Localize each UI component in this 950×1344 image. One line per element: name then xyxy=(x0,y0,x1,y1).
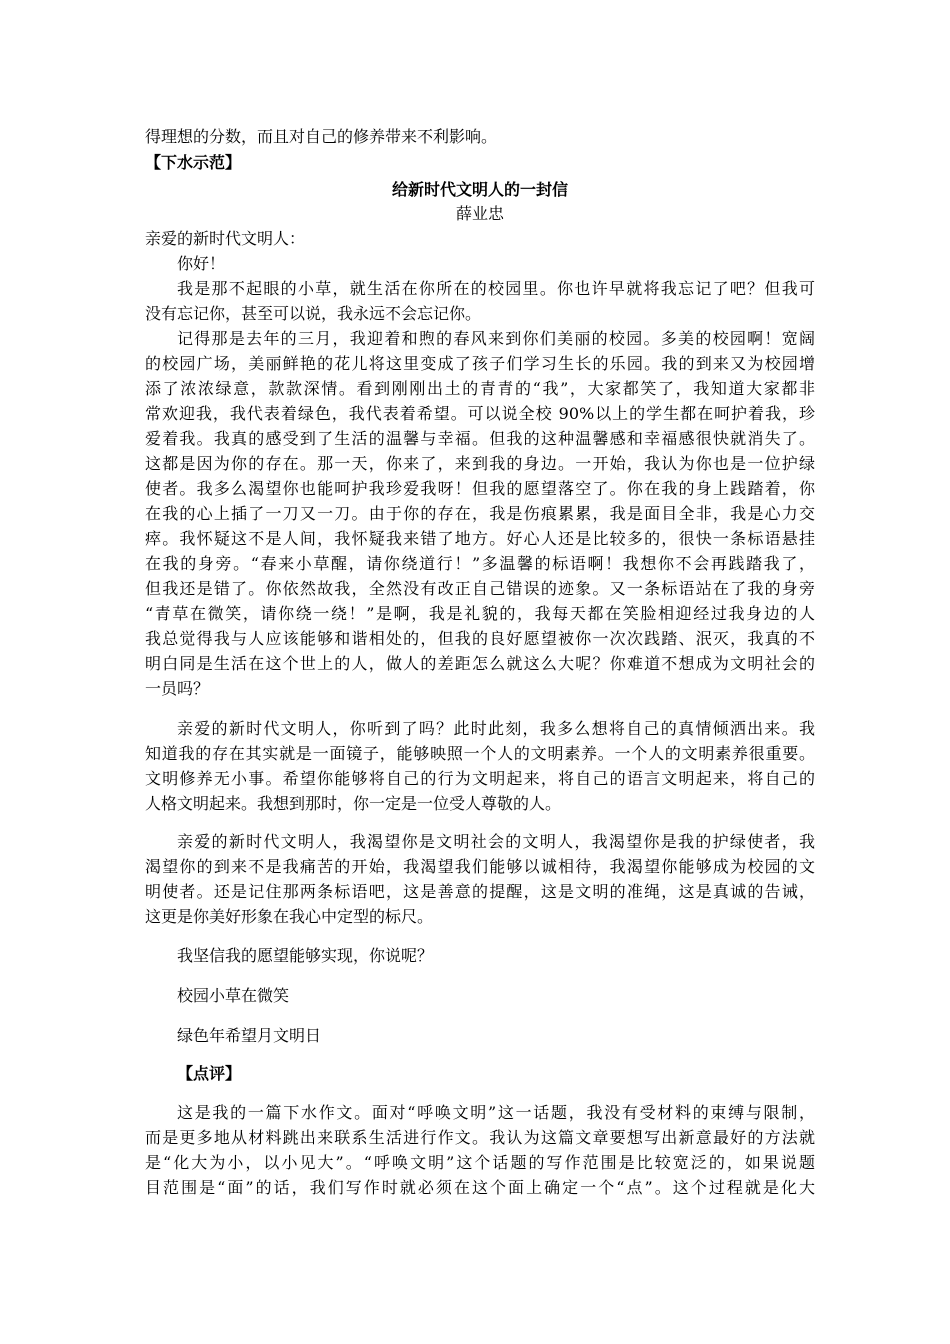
paragraph-line: 使者。我多么渴望你也能呵护我珍爱我呀！但我的愿望落空了。你在我的身上践踏着，你 xyxy=(145,479,815,498)
paragraph-line: 在我的心上插了一刀又一刀。由于你的存在，我是伤痕累累，我是面目全非，我是心力交 xyxy=(145,504,815,523)
paragraph-line: 是“化大为小，以小见大”。“呼唤文明”这个话题的写作范围是比较宽泛的，如果说题 xyxy=(145,1153,815,1172)
paragraph-line: 亲爱的新时代文明人，我渴望你是文明社会的文明人，我渴望你是我的护绿使者，我 xyxy=(177,832,815,851)
paragraph-line: 人格文明起来。我想到那时，你一定是一位受人尊敬的人。 xyxy=(145,794,562,813)
salutation: 亲爱的新时代文明人： xyxy=(145,229,306,248)
paragraph-line: 这是我的一篇下水作文。面对“呼唤文明”这一话题，我没有受材料的束缚与限制， xyxy=(177,1103,815,1122)
paragraph-line: 亲爱的新时代文明人，你听到了吗？此时此刻，我多么想将自己的真情倾洒出来。我 xyxy=(177,719,815,738)
lead-line: 得理想的分数，而且对自己的修养带来不利影响。 xyxy=(145,127,498,146)
paragraph-line: 一员吗？ xyxy=(145,679,210,698)
paragraph-line: 爱着我。我真的感受到了生活的温馨与幸福。但我的这种温馨感和幸福感很快就消失了。 xyxy=(145,429,815,448)
paragraph-line: 知道我的存在其实就是一面镜子，能够映照一个人的文明素养。一个人的文明素养很重要。 xyxy=(145,744,815,763)
paragraph-line: 没有忘记你，甚至可以说，我永远不会忘记你。 xyxy=(145,304,482,323)
paragraph-line: 而是更多地从材料跳出来联系生活进行作文。我认为这篇文章要想写出新意最好的方法就 xyxy=(145,1128,815,1147)
paragraph-line: “青草在微笑，请你绕一绕！”是啊，我是礼貌的，我每天都在笑脸相迎经过我身边的人 xyxy=(145,604,815,623)
letter-author: 薛业忠 xyxy=(455,204,504,223)
paragraph-line: 在我的身旁。“春来小草醒，请你绕道行！”多温馨的标语啊！我想你不会再践踏我了， xyxy=(145,554,815,573)
signature: 校园小草在微笑 xyxy=(177,986,290,1005)
paragraph-line: 但我还是错了。你依然故我，全然没有改正自己错误的迹象。又一条标语站在了我的身旁 xyxy=(145,579,815,598)
paragraph-line: 的校园广场，美丽鲜艳的花儿将这里变成了孩子们学习生长的乐园。我的到来又为校园增 xyxy=(145,354,815,373)
paragraph-line: 明白同是生活在这个世上的人，做人的差距怎么就这么大呢？你难道不想成为文明社会的 xyxy=(145,654,815,673)
closing-line: 我坚信我的愿望能够实现，你说呢？ xyxy=(177,946,434,965)
paragraph-line: 渴望你的到来不是我痛苦的开始，我渴望我们能够以诚相待，我渴望你能够成为校园的文 xyxy=(145,857,815,876)
section-heading-sample: 【下水示范】 xyxy=(145,153,242,172)
paragraph-line: 目范围是“面”的话，我们写作时就必须在这个面上确定一个“点”。这个过程就是化大 xyxy=(145,1178,815,1197)
paragraph-line: 文明修养无小事。希望你能够将自己的行为文明起来，将自己的语言文明起来，将自己的 xyxy=(145,769,815,788)
letter-date: 绿色年希望月文明日 xyxy=(177,1026,322,1045)
paragraph-line: 添了浓浓绿意，款款深情。看到刚刚出土的青青的“我”，大家都笑了，我知道大家都非 xyxy=(145,379,815,398)
paragraph-line: 记得那是去年的三月，我迎着和煦的春风来到你们美丽的校园。多美的校园啊！宽阔 xyxy=(177,329,815,348)
paragraph-line: 瘁。我怀疑这不是人间，我怀疑我来错了地方。好心人还是比较多的，很快一条标语悬挂 xyxy=(145,529,815,548)
letter-title: 给新时代文明人的一封信 xyxy=(391,180,568,199)
paragraph-line: 这都是因为你的存在。那一天，你来了，来到我的身边。一开始，我认为你也是一位护绿 xyxy=(145,454,815,473)
paragraph-line: 我总觉得我与人应该能够和谐相处的，但我的良好愿望被你一次次践踏、泯灭，我真的不 xyxy=(145,629,815,648)
greeting: 你好！ xyxy=(177,254,226,273)
paragraph-line: 明使者。还是记住那两条标语吧，这是善意的提醒，这是文明的准绳，这是真诚的告诫， xyxy=(145,882,815,901)
paragraph-line: 我是那不起眼的小草，就生活在你所在的校园里。你也许早就将我忘记了吧？但我可 xyxy=(177,279,815,298)
section-heading-review: 【点评】 xyxy=(177,1064,242,1083)
paragraph-line: 常欢迎我，我代表着绿色，我代表着希望。可以说全校 90%以上的学生都在呵护着我，珍 xyxy=(145,404,815,423)
paragraph-line: 这更是你美好形象在我心中定型的标尺。 xyxy=(145,907,434,926)
